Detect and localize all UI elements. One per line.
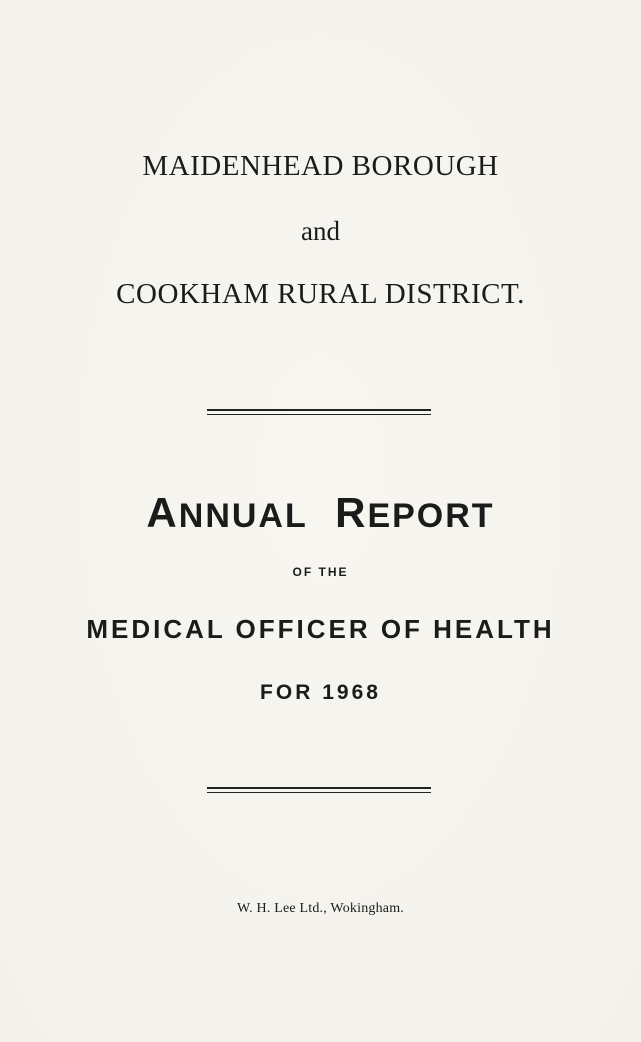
- annual-initial: A: [146, 489, 179, 536]
- of-the-label: OF THE: [292, 565, 349, 579]
- annual-rest: NNUAL: [178, 497, 308, 535]
- annual-report-heading: [0, 489, 641, 537]
- medical-officer-heading: MEDICAL OFFICER OF HEALTH: [86, 614, 555, 644]
- printer-imprint: W. H. Lee Ltd., Wokingham.: [237, 901, 404, 916]
- borough-heading: MAIDENHEAD BOROUGH: [142, 150, 499, 182]
- report-initial: R: [335, 489, 368, 536]
- district-heading: COOKHAM RURAL DISTRICT.: [116, 278, 525, 310]
- report-year: FOR 1968: [260, 681, 381, 704]
- conjunction-and: and: [301, 216, 340, 246]
- report-rest: EPORT: [367, 497, 495, 535]
